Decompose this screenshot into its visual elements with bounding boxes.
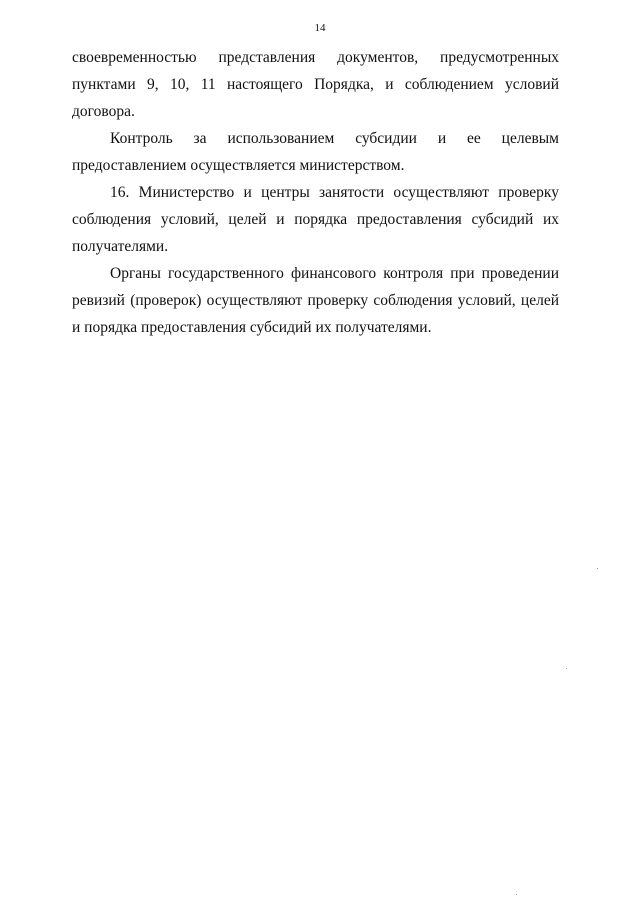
paragraph-16-inspection: 16. Министерство и центры занятости осуществляют проверку соблюдения условий, целей и порядка предоставления субсидий их получателями.	[72, 184, 559, 255]
paragraph-financial-control: Органы государственного финансового контроля при проведении ревизий (проверок) осуществляют проверку соблюдения условий, целей и порядка предоставления субсидий их получателями.	[72, 265, 559, 336]
scan-speck	[566, 668, 567, 669]
document-body	[72, 44, 559, 341]
scan-speck	[597, 568, 598, 569]
scan-speck	[516, 894, 517, 895]
paragraph-control: Контроль за использованием субсидии и ее целевым предоставлением осуществляется министерством.	[72, 130, 559, 174]
paragraph-continuation: своевременностью представления документов, предусмотренных пунктами 9, 10, 11 настоящего Порядка, и соблюдением условий договора.	[72, 49, 559, 120]
page-number: 14	[314, 22, 326, 34]
